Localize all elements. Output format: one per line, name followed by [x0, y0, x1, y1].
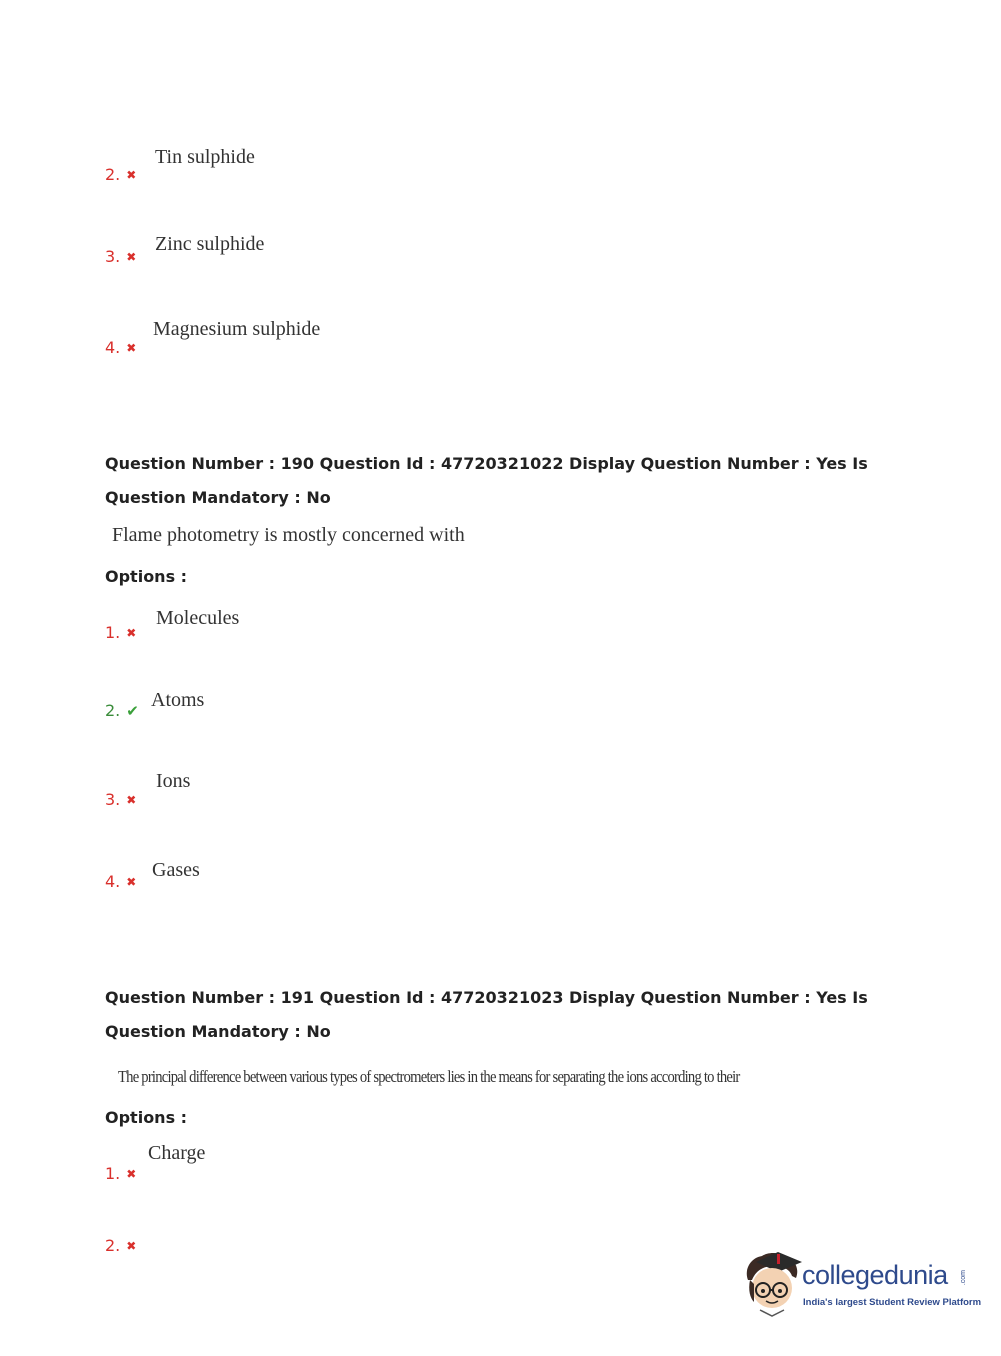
logo-dotcom: .com [960, 1270, 967, 1286]
option-text: Atoms [151, 689, 205, 711]
option-number [105, 1166, 136, 1182]
cross-icon: ✖ [126, 1167, 137, 1181]
cross-icon: ✖ [126, 875, 137, 889]
cross-icon: ✖ [126, 793, 137, 807]
option-text: Zinc sulphide [155, 233, 265, 255]
option-number [105, 340, 136, 356]
question-stem: The principal difference between various types of spectrometers lies in the means for separating the ions according to their [118, 1067, 740, 1086]
option-text: Tin sulphide [155, 146, 255, 168]
options-label: Options : [105, 1108, 188, 1127]
option-number-label: 4. [105, 338, 121, 357]
logo-wordmark: collegedunia [802, 1260, 948, 1290]
cross-icon: ✖ [126, 1239, 137, 1253]
option-text: Gases [152, 859, 200, 881]
option-number-label: 2. [105, 165, 121, 184]
brand-logo [742, 1250, 982, 1320]
option-number [105, 625, 136, 641]
option-number-label: 4. [105, 872, 121, 891]
cross-icon: ✖ [126, 250, 137, 264]
option-number [105, 249, 136, 265]
options-label: Options : [105, 567, 188, 586]
option-number-label: 2. [105, 1236, 121, 1255]
mascot-icon [742, 1250, 804, 1320]
option-number [105, 703, 139, 719]
option-number-label: 1. [105, 623, 121, 642]
option-text: Ions [156, 770, 191, 792]
question-header: Question Number : 190 Question Id : 47720321022 Display Question Number : Yes Is Question Mandatory : No [105, 454, 868, 507]
cross-icon: ✖ [126, 341, 137, 355]
check-icon: ✔ [126, 701, 139, 720]
option-number [105, 167, 136, 183]
option-number [105, 1238, 136, 1254]
question-header: Question Number : 191 Question Id : 47720321023 Display Question Number : Yes Is Question Mandatory : No [105, 988, 868, 1041]
option-number-label: 3. [105, 247, 121, 266]
option-number-label: 3. [105, 790, 121, 809]
cross-icon: ✖ [126, 626, 137, 640]
logo-tagline: India's largest Student Review Platform [803, 1297, 982, 1308]
option-number [105, 874, 136, 890]
option-number [105, 792, 136, 808]
option-number-label: 2. [105, 701, 121, 720]
cross-icon: ✖ [126, 168, 137, 182]
option-text: Charge [148, 1142, 206, 1164]
option-number-label: 1. [105, 1164, 121, 1183]
option-text: Magnesium sulphide [153, 318, 321, 340]
option-text: Molecules [156, 607, 240, 629]
question-stem: Flame photometry is mostly concerned with [112, 524, 465, 546]
